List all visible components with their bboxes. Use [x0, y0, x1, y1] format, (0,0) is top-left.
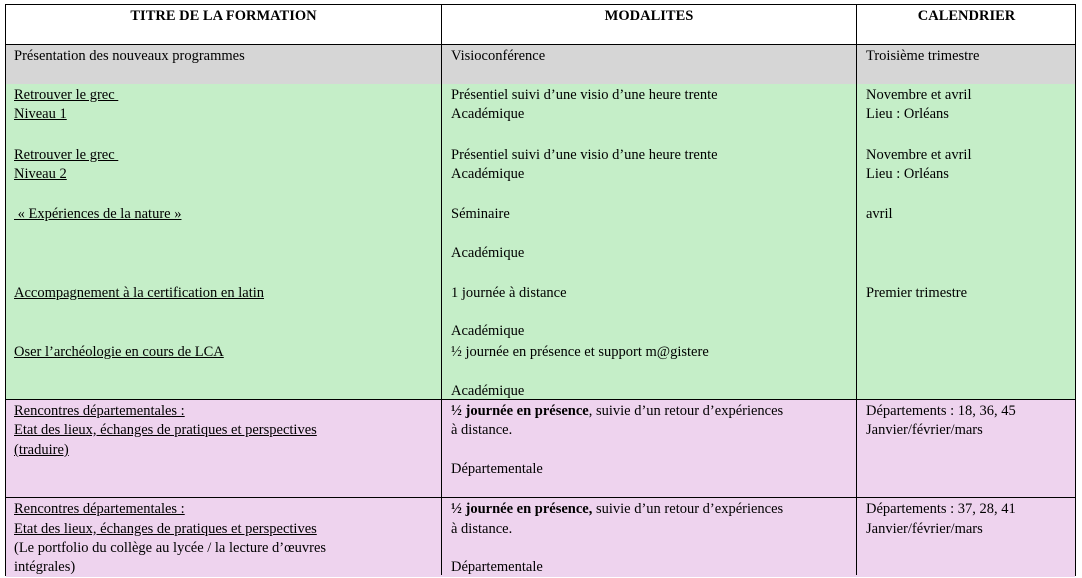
- r7-modalites-bold: ½ journée en présence: [451, 403, 589, 419]
- r8-title-line3: (Le portfolio du collège au lycée / la lecture d’œuvres: [14, 540, 327, 556]
- r8-modalites-line3: Départementale: [451, 559, 543, 575]
- r7-title-link-line1[interactable]: Rencontres départementales :: [14, 403, 185, 419]
- r6-modalites-line2: Académique: [451, 383, 525, 399]
- r7-modalites-rest: , suivie d’un retour d’expériences: [588, 403, 784, 419]
- row-divider-header: [6, 44, 1075, 45]
- r8-calendrier-line1: Départements : 37, 28, 41: [866, 501, 1016, 517]
- r8-modalites-line2: à distance.: [451, 521, 513, 537]
- r3-calendrier-line1: Novembre et avril: [866, 147, 972, 163]
- r5-modalites-line1: 1 journée à distance: [451, 285, 567, 301]
- r5-calendrier: Premier trimestre: [866, 285, 968, 301]
- r8-modalites-rest: suivie d’un retour d’expériences: [592, 501, 784, 517]
- r4-modalites-line2: Académique: [451, 245, 525, 261]
- r8-title-link-line1[interactable]: Rencontres départementales :: [14, 501, 185, 517]
- r6-modalites-line1: ½ journée en présence et support m@gistere: [451, 344, 709, 360]
- r4-calendrier: avril: [866, 206, 893, 222]
- r8-title-link-line2[interactable]: Etat des lieux, échanges de pratiques et perspectives: [14, 521, 317, 537]
- r2-title-link-line1[interactable]: Retrouver le grec: [14, 87, 119, 103]
- column-divider-2: [856, 5, 857, 575]
- r3-title-link-line1[interactable]: Retrouver le grec: [14, 147, 119, 163]
- r7-calendrier-line2: Janvier/février/mars: [866, 422, 983, 438]
- r6-title-link[interactable]: Oser l’archéologie en cours de LCA: [14, 344, 224, 360]
- row-divider-pink: [6, 497, 1075, 498]
- r2-title-link-line2[interactable]: Niveau 1: [14, 106, 67, 122]
- row-divider-green-end: [6, 399, 1075, 400]
- r7-modalites-line2: à distance.: [451, 422, 513, 438]
- column-divider-1: [441, 5, 442, 575]
- formations-table: [5, 4, 1076, 576]
- r3-modalites-line2: Académique: [451, 166, 525, 182]
- r1-title: Présentation des nouveaux programmes: [14, 48, 245, 64]
- r3-calendrier-line2: Lieu : Orléans: [866, 166, 949, 182]
- r8-title-line4: intégrales): [14, 559, 76, 575]
- r2-calendrier-line2: Lieu : Orléans: [866, 106, 949, 122]
- r4-title-link[interactable]: « Expériences de la nature »: [14, 206, 182, 222]
- r5-modalites-line2: Académique: [451, 323, 525, 339]
- r7-title-link-line3[interactable]: (traduire): [14, 442, 69, 458]
- r4-modalites-line1: Séminaire: [451, 206, 510, 222]
- r8-calendrier-line2: Janvier/février/mars: [866, 521, 983, 537]
- r7-modalites-line3: Départementale: [451, 461, 543, 477]
- r7-calendrier-line1: Départements : 18, 36, 45: [866, 403, 1016, 419]
- r8-modalites-line1: [451, 500, 783, 520]
- r2-modalites-line1: Présentiel suivi d’une visio d’une heure trente: [451, 87, 718, 103]
- r8-modalites-bold: ½ journée en présence,: [451, 501, 593, 517]
- r5-title-link[interactable]: Accompagnement à la certification en latin: [14, 285, 265, 301]
- r3-modalites-line1: Présentiel suivi d’une visio d’une heure trente: [451, 147, 718, 163]
- header-title-formation: TITRE DE LA FORMATION: [130, 8, 317, 24]
- r7-modalites-line1: [451, 402, 783, 422]
- header-modalites: MODALITES: [604, 8, 694, 24]
- header-calendrier: CALENDRIER: [917, 8, 1016, 24]
- r1-calendrier: Troisième trimestre: [866, 48, 980, 64]
- r2-calendrier-line1: Novembre et avril: [866, 87, 972, 103]
- r1-modalites: Visioconférence: [451, 48, 546, 64]
- r2-modalites-line2: Académique: [451, 106, 525, 122]
- r7-title-link-line2[interactable]: Etat des lieux, échanges de pratiques et perspectives: [14, 422, 317, 438]
- r3-title-link-line2[interactable]: Niveau 2: [14, 166, 67, 182]
